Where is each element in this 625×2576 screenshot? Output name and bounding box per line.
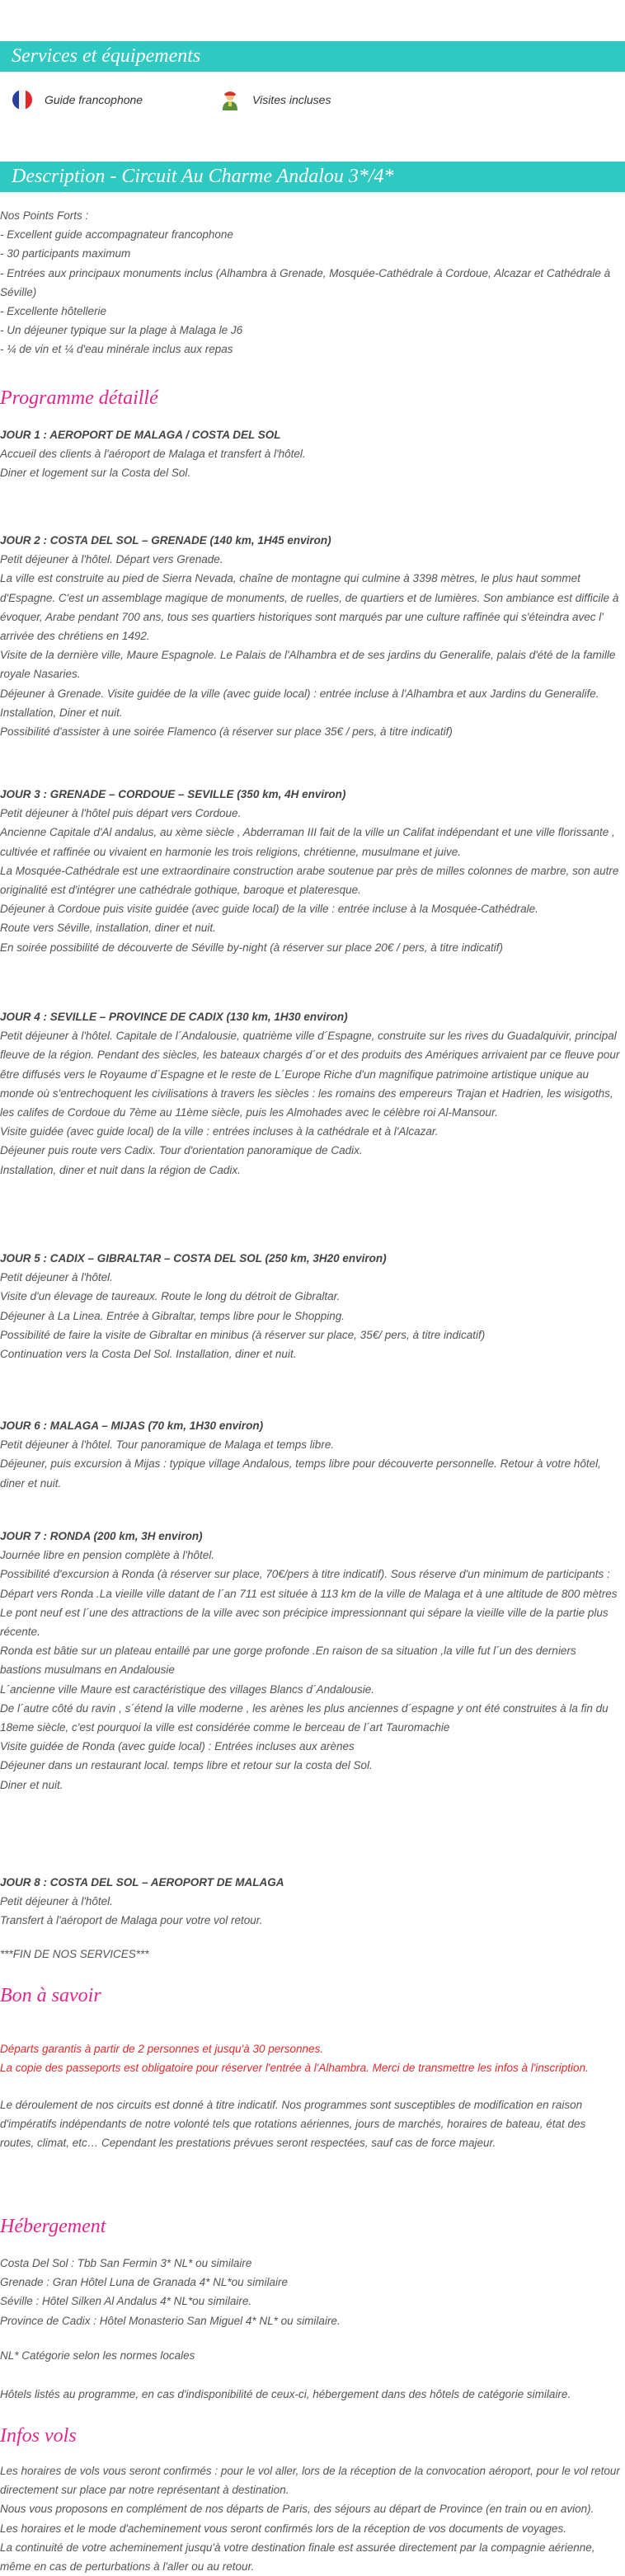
- day-line: Petit déjeuner à l'hôtel. Capitale de l´Andalousie, quatrième ville d´Espagne, construite sur les rives du Guadalquivir, principal fleuve de la région. Pendant des siècles, les bateaux chargés d´or et des produits des Amériques arrivaient par ce fleuve pour être diffusés vers le Royaume d´Espagne et le reste de L´Europe Riche d'un magnifique patrimoine artistique unique au monde où s'entrechoquent les civilisations à travers les siècles : les romains des empereurs Trajan et Hadrien, les wisigoths, les califes de Cordoue du 7ème au 11ème siècle, puis les Almohades avec le célèbre roi Al-Mansour.: [0, 1030, 620, 1119]
- hotel-line: Grenade : Gran Hôtel Luna de Granada 4* NL*ou similaire: [0, 2276, 288, 2289]
- day-line: Petit déjeuner à l'hôtel puis départ vers Cordoue.: [0, 807, 242, 820]
- description-header: [0, 162, 625, 192]
- day-title: JOUR 1 : AEROPORT DE MALAGA / COSTA DEL SOL: [0, 429, 281, 441]
- infos-vols-title: Infos vols: [0, 2425, 77, 2447]
- flight-line: Nous vous proposons en complément de nos départs de Paris, des séjours au départ de Province (en train ou en avion).: [0, 2503, 594, 2516]
- day-line: Déjeuner dans un restaurant local. temps libre et retour sur la costa del Sol.: [0, 1759, 373, 1772]
- day-line: Visite guidée de Ronda (avec guide local) : Entrées incluses aux arènes: [0, 1740, 355, 1753]
- point-line: - ¼ de vin et ¼ d'eau minérale inclus aux repas: [0, 343, 233, 356]
- day-line: Ronda est bâtie sur un plateau entaillé par une gorge profonde .En raison de sa situation ,la ville fut l´un des derniers bastions musulmans en Andalousie: [0, 1645, 576, 1677]
- day-line: La ville est construite au pied de Sierra Nevada, chaîne de montagne qui culmine à 3398 mètres, le plus haut sommet d'Espagne. C'est un assemblage magique de monuments, de ruelles, de quartiers et de lumières. Son ambiance est difficile à évoquer, Arabe pendant 700 ans, tous ses quartiers historiques sont marqués par une culture raffinée qui s'éteindra avec l' arrivée des chrétiens en 1492.: [0, 572, 619, 643]
- visits-label: Visites incluses: [252, 93, 331, 106]
- flight-line: Les horaires de vols vous seront confirmés : pour le vol aller, lors de la réception de la convocation aéroport, pour le vol retour directement sur place par notre représentant à destination.: [0, 2465, 620, 2497]
- day-line: Installation, diner et nuit dans la région de Cadix.: [0, 1163, 241, 1176]
- guide-person-icon: [219, 89, 241, 110]
- day-line: Petit déjeuner à l'hôtel.: [0, 1895, 113, 1908]
- day-title: JOUR 2 : COSTA DEL SOL – GRENADE (140 km, 1H45 environ): [0, 534, 331, 547]
- hotel-line: Province de Cadix : Hôtel Monasterio San Miguel 4* NL* ou similaire.: [0, 2314, 341, 2327]
- description-title: Description - Circuit Au Charme Andalou 3*/4*: [12, 166, 394, 187]
- day-line: Petit déjeuner à l'hôtel.: [0, 1271, 113, 1284]
- day-title: JOUR 8 : COSTA DEL SOL – AEROPORT DE MALAGA: [0, 1876, 284, 1889]
- flight-line: Les horaires et le mode d'acheminement vous seront confirmés lors de la réception de vos documents de voyages.: [0, 2522, 566, 2535]
- day-line: Petit déjeuner à l'hôtel. Tour panoramique de Malaga et temps libre.: [0, 1438, 335, 1452]
- nl-note: NL* Catégorie selon les normes locales: [0, 2349, 195, 2362]
- day-line: Déjeuner puis route vers Cadix. Tour d'orientation panoramique de Cadix.: [0, 1144, 363, 1157]
- day-line: Accueil des clients à l'aéroport de Malaga et transfert à l'hôtel.: [0, 448, 306, 461]
- day-title: JOUR 7 : RONDA (200 km, 3H environ): [0, 1530, 203, 1542]
- day-2: [0, 531, 620, 741]
- day-line: Déjeuner à Grenade. Visite guidée de la ville (avec guide local) : entrée incluse à l'Alhambra et aux Jardins du Generalife.: [0, 687, 599, 700]
- end-note: ***FIN DE NOS SERVICES***: [0, 1948, 149, 1960]
- bon-a-savoir-title: Bon à savoir: [0, 1985, 101, 2006]
- day-5: [0, 1249, 620, 1363]
- day-line: En soirée possibilité de découverte de Séville by-night (à réserver sur place 20€ / pers, à titre indicatif): [0, 941, 504, 954]
- day-3: [0, 785, 620, 957]
- hotel-line: Séville : Hôtel Silken Al Andalus 4* NL*ou similaire.: [0, 2295, 252, 2308]
- point-line: Nos Points Forts :: [0, 209, 89, 222]
- day-line: Possibilité d'assister à une soirée Flamenco (à réserver sur place 35€ / pers, à titre indicatif): [0, 725, 453, 739]
- day-line: Petit déjeuner à l'hôtel. Départ vers Grenade.: [0, 553, 223, 566]
- warning-line: Départs garantis à partir de 2 personnes et jusqu'à 30 personnes.: [0, 2043, 324, 2055]
- day-4: [0, 1007, 620, 1180]
- day-title: JOUR 4 : SEVILLE – PROVINCE DE CADIX (130 km, 1H30 environ): [0, 1011, 348, 1023]
- feature-guide: [12, 89, 143, 110]
- point-line: - Un déjeuner typique sur la plage à Malaga le J6: [0, 324, 243, 337]
- services-title: Services et équipements: [12, 45, 201, 67]
- bon-a-savoir-body: [0, 2095, 620, 2153]
- description-points: [0, 206, 620, 359]
- hebergement-title: Hébergement: [0, 2216, 106, 2237]
- day-line: Déjeuner à Cordoue puis visite guidée (avec guide local) de la ville : entrée incluse à la Mosquée-Cathédrale.: [0, 903, 538, 916]
- guide-label: Guide francophone: [45, 93, 143, 106]
- day-line: Possibilité d'excursion à Ronda (à réserver sur place, 70€/pers à titre indicatif). Sous réserve d'un minimum de participants : Départ vers Ronda .La vieille ville datant de l´an 711 est située à 113 km de la ville de Malaga et à une altitude de 800 mètres: [0, 1568, 618, 1600]
- day-title: JOUR 5 : CADIX – GIBRALTAR – COSTA DEL SOL (250 km, 3H20 environ): [0, 1252, 387, 1265]
- hebergement-footer: Hôtels listés au programme, en cas d'indisponibilité de ceux-ci, hébergement dans des hôtels de catégorie similaire.: [0, 2388, 571, 2400]
- point-line: - 30 participants maximum: [0, 247, 131, 260]
- day-title: JOUR 6 : MALAGA – MIJAS (70 km, 1H30 environ): [0, 1419, 264, 1432]
- point-line: - Excellente hôtellerie: [0, 305, 107, 318]
- hebergement-list: [0, 2254, 620, 2330]
- day-line: Installation, Diner et nuit.: [0, 706, 123, 719]
- day-title: JOUR 3 : GRENADE – CORDOUE – SEVILLE (350 km, 4H environ): [0, 788, 346, 800]
- day-line: Journée libre en pension complète à l'hôtel.: [0, 1549, 214, 1562]
- day-line: Transfert à l'aéroport de Malaga pour votre vol retour.: [0, 1914, 263, 1927]
- day-line: Visite de la dernière ville, Maure Espagnole. Le Palais de l'Alhambra et de ses jardins du Generalife, palais d'été de la famille royale Nasaries.: [0, 649, 616, 681]
- bon-a-savoir-warnings: [0, 2039, 620, 2077]
- infos-vols-list: [0, 2461, 620, 2576]
- services-header: [0, 41, 625, 72]
- flight-line: La continuité de votre acheminement jusqu'à votre destination finale est assurée directement par la compagnie aérienne, même en cas de perturbations à l'aller ou au retour.: [0, 2541, 595, 2574]
- day-1: [0, 425, 620, 483]
- day-line: Déjeuner, puis excursion à Mijas : typique village Andalous, temps libre pour découverte personnelle. Retour à votre hôtel, diner et nuit.: [0, 1457, 601, 1490]
- programme-title: Programme détaillé: [0, 387, 158, 409]
- day-8: [0, 1873, 620, 1931]
- hotel-line: Costa Del Sol : Tbb San Fermin 3* NL* ou similaire: [0, 2257, 252, 2269]
- day-line: Visite d'un élevage de taureaux. Route le long du détroit de Gibraltar.: [0, 1290, 341, 1303]
- day-line: L´ancienne ville Maure est caractéristique des villages Blancs d´Andalousie.: [0, 1682, 374, 1696]
- day-line: Le pont neuf est l´une des attractions de la ville avec son précipice impressionnant qui sépare la vieille ville de la partie plus récente.: [0, 1606, 609, 1639]
- point-line: - Excellent guide accompagnateur francophone: [0, 228, 233, 242]
- warning-line: La copie des passeports est obligatoire pour réserver l'entrée à l'Alhambra. Merci de transmettre les infos à l'inscription.: [0, 2062, 589, 2075]
- day-line: Diner et logement sur la Costa del Sol.: [0, 467, 191, 480]
- day-line: Possibilité de faire la visite de Gibraltar en minibus (à réserver sur place, 35€/ pers, à titre indicatif): [0, 1328, 486, 1341]
- day-7: [0, 1527, 620, 1795]
- feature-visits: [219, 89, 331, 110]
- french-flag-icon: [12, 89, 33, 110]
- day-line: De l´autre côté du ravin , s´étend la ville moderne , les arènes les plus anciennes d´espagne y ont été construites à la fin du 18eme siècle, c'est pourquoi la ville est considérée comme le berceau de l´art Tauromachie: [0, 1701, 609, 1734]
- day-line: Visite guidée (avec guide local) de la ville : entrées incluses à la cathédrale et à l'Alcazar.: [0, 1125, 439, 1138]
- body-text: Le déroulement de nos circuits est donné à titre indicatif. Nos programmes sont susceptibles de modification en raison d'impératifs indépendants de notre volonté tels que rotations aériennes, jours de marchés, horaires de bateau, état des routes, climat, etc… Cependant les prestations prévues seront respectées, sauf cas de force majeur.: [0, 2099, 586, 2150]
- point-line: - Entrées aux principaux monuments inclus (Alhambra à Grenade, Mosquée-Cathédrale à Cordoue, Alcazar et Cathédrale à Séville): [0, 266, 611, 298]
- day-line: Continuation vers la Costa Del Sol. Installation, diner et nuit.: [0, 1348, 297, 1361]
- day-6: [0, 1416, 620, 1493]
- day-line: Déjeuner à La Linea. Entrée à Gibraltar, temps libre pour le Shopping.: [0, 1309, 345, 1322]
- day-line: Diner et nuit.: [0, 1778, 63, 1791]
- day-line: Ancienne Capitale d'Al andalus, au xème siècle , Abderraman III fait de la ville un Califat indépendant et une ville florissante , cultivée et raffinée ou vivaient en harmonie les trois religions, chrétienne, musulmane et juive.: [0, 826, 615, 858]
- day-line: Route vers Séville, installation, diner et nuit.: [0, 922, 216, 935]
- day-line: La Mosquée-Cathédrale est une extraordinaire construction arabe soutenue par près de milles colonnes de marbre, son autre originalité est d'intégrer une cathédrale gothique, baroque et plateresque.: [0, 864, 619, 897]
